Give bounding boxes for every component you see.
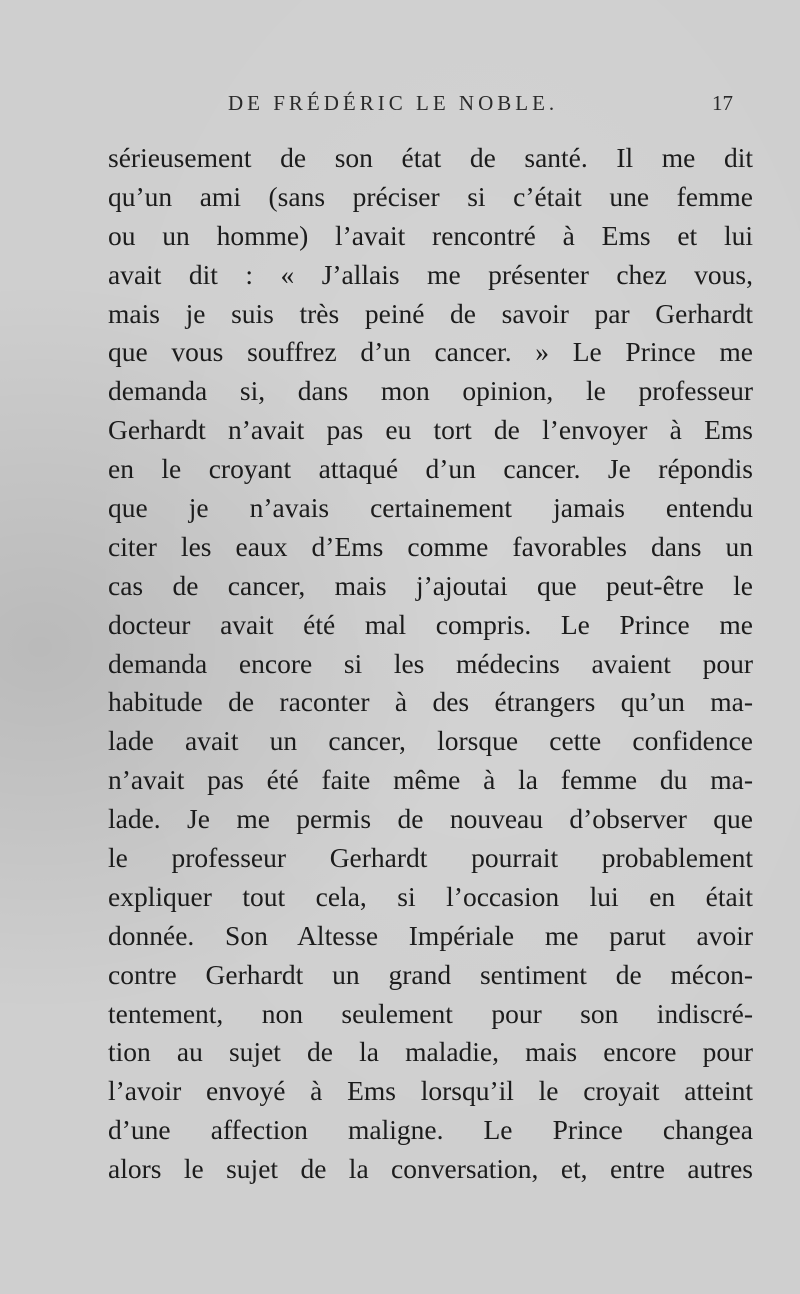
text-line: d’une affection maligne. Le Prince changea	[108, 1114, 753, 1146]
text-line: que vous souffrez d’un cancer. » Le Prince me	[108, 336, 753, 368]
body-text	[108, 139, 753, 1189]
text-line: ou un homme) l’avait rencontré à Ems et lui	[108, 219, 753, 251]
text-line: donnée. Son Altesse Impériale me parut avoir	[108, 919, 753, 951]
text-line: docteur avait été mal compris. Le Prince me	[108, 608, 753, 640]
text-line: sérieusement de son état de santé. Il me dit	[108, 142, 753, 173]
text-line: habitude de raconter à des étrangers qu’un ma-	[108, 686, 753, 718]
text-line: alors le sujet de la conversation, et, entre autres	[108, 1153, 753, 1185]
text-line: avait dit : « J’allais me présenter chez vous,	[108, 258, 753, 290]
text-line: contre Gerhardt un grand sentiment de mécon-	[108, 958, 753, 990]
text-line: n’avait pas été faite même à la femme du ma-	[108, 764, 753, 796]
text-line: tentement, non seulement pour son indiscré-	[108, 997, 753, 1029]
text-line: l’avoir envoyé à Ems lorsqu’il le croyait atteint	[108, 1075, 753, 1107]
text-line: cas de cancer, mais j’ajoutai que peut-être le	[108, 569, 753, 601]
text-line: lade avait un cancer, lorsque cette confidence	[108, 725, 753, 757]
text-line: demanda si, dans mon opinion, le professeur	[108, 375, 753, 407]
running-title: DE FRÉDÉRIC LE NOBLE.	[228, 91, 559, 115]
text-line: qu’un ami (sans préciser si c’était une femme	[108, 180, 753, 212]
text-line: mais je suis très peiné de savoir par Gerhardt	[108, 297, 753, 329]
text-line: demanda encore si les médecins avaient pour	[108, 647, 753, 679]
running-head	[0, 88, 800, 118]
text-line: que je n’avais certainement jamais entendu	[108, 492, 753, 524]
text-line: tion au sujet de la maladie, mais encore pour	[108, 1036, 753, 1068]
text-line: citer les eaux d’Ems comme favorables dans un	[108, 530, 753, 562]
text-line: expliquer tout cela, si l’occasion lui en était	[108, 880, 753, 912]
page-number: 17	[712, 91, 733, 115]
text-line: le professeur Gerhardt pourrait probablement	[108, 842, 753, 874]
text-line: Gerhardt n’avait pas eu tort de l’envoyer à Ems	[108, 414, 753, 446]
text-line: en le croyant attaqué d’un cancer. Je répondis	[108, 453, 753, 485]
text-line: lade. Je me permis de nouveau d’observer que	[108, 803, 753, 835]
